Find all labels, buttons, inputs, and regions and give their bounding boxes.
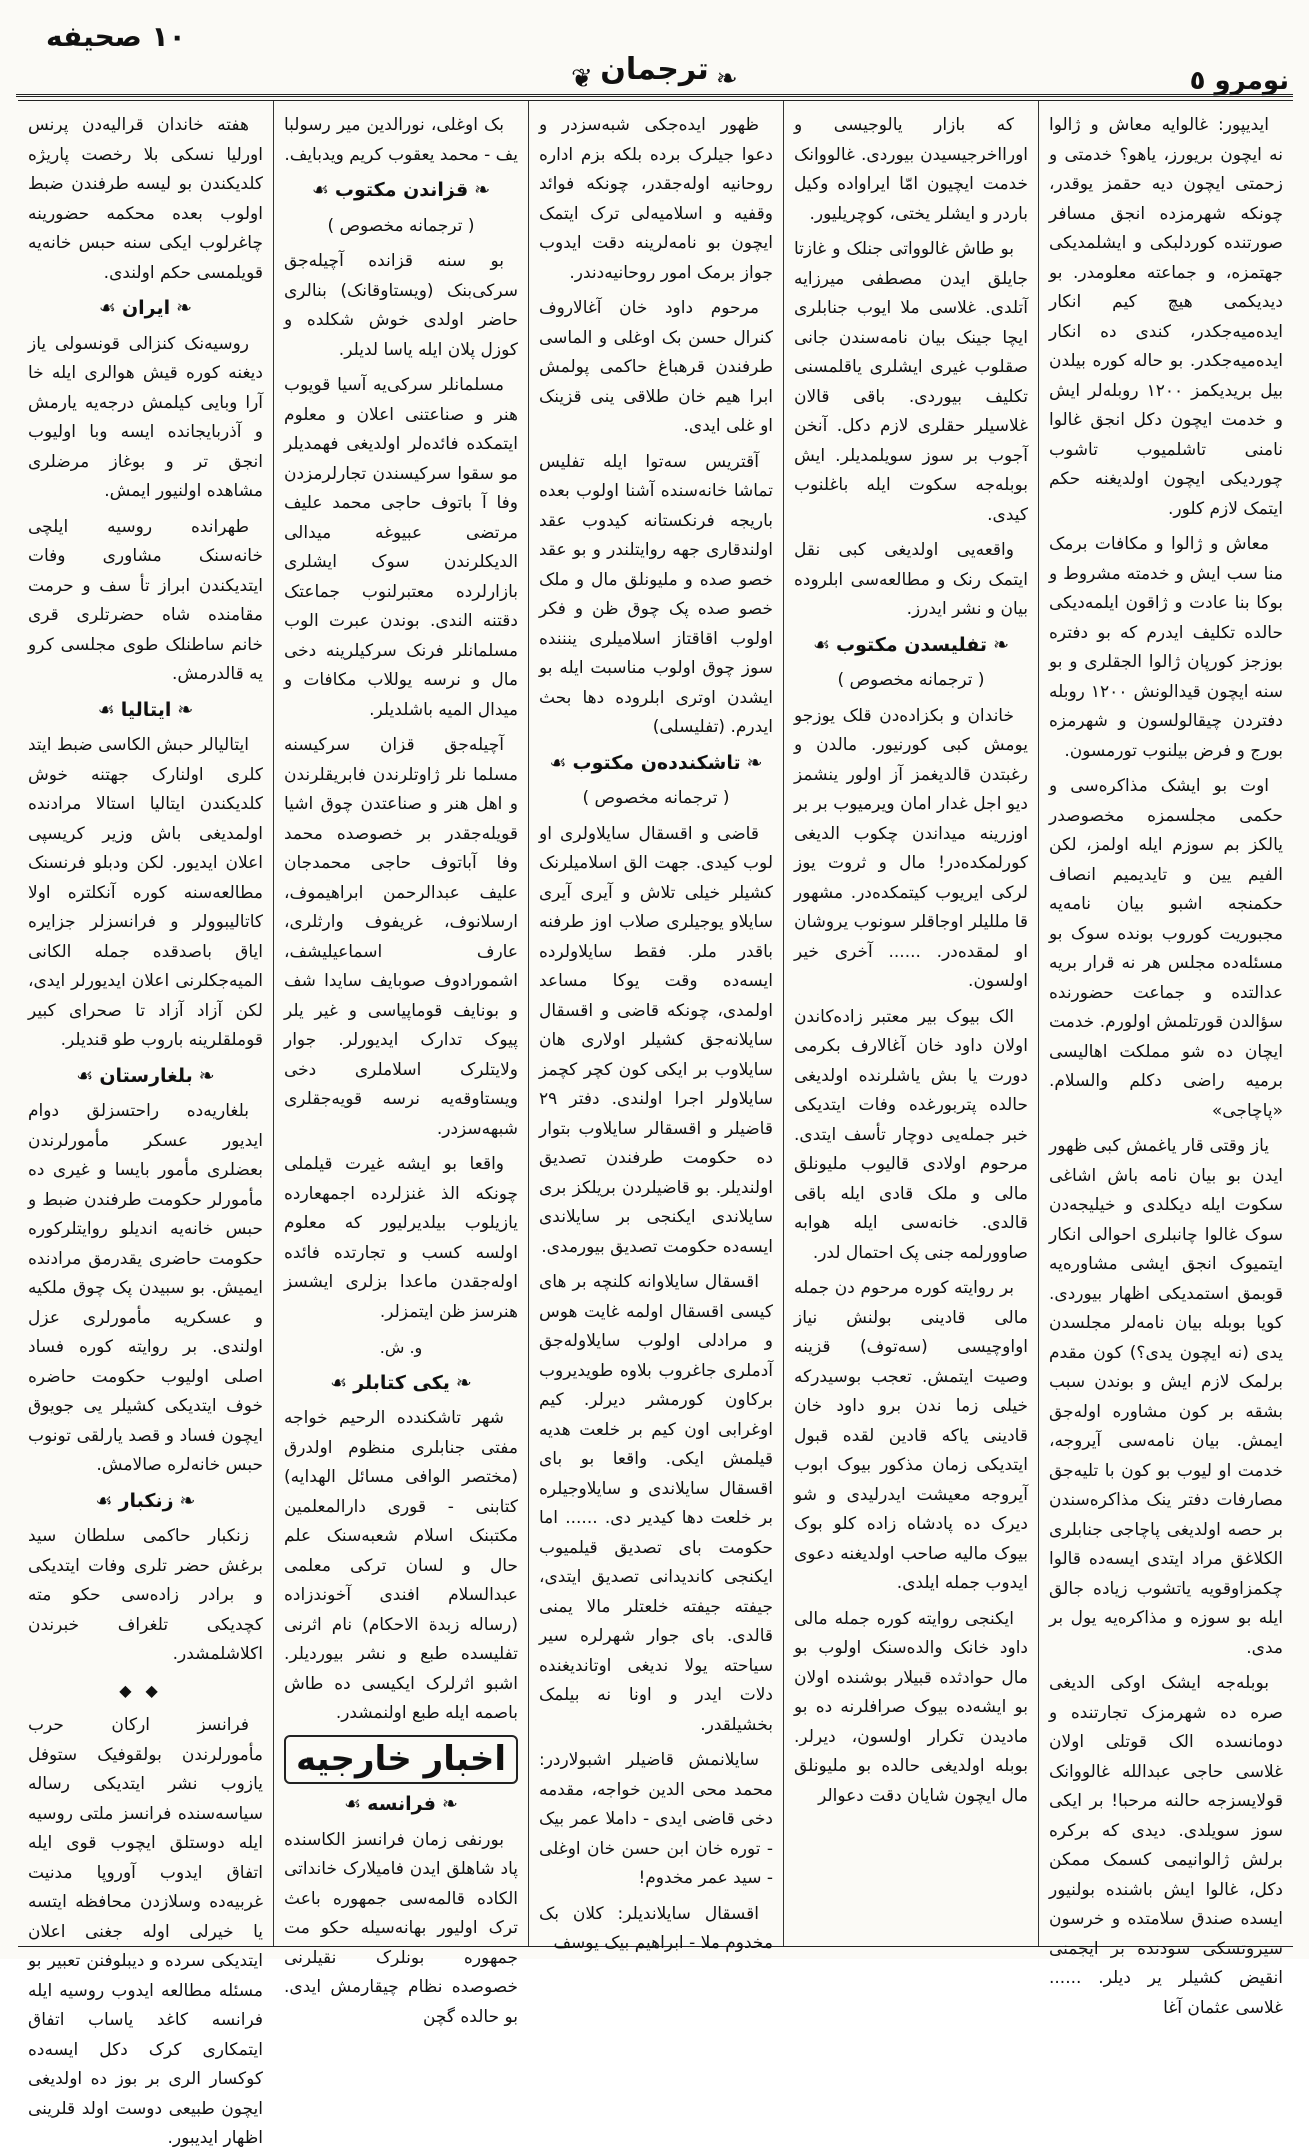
section-subtitle: ( ترجمانه مخصوص ) — [837, 670, 985, 690]
section-heading: ❧ایران☙ — [98, 297, 193, 319]
section-subtitle: ( ترجمانه مخصوص ) — [582, 788, 730, 808]
paragraph: طهرانده روسیه ایلچی خانه‌سنک مشاوری وفات ایتدیکندن ابراز تأ سف و حرمت مقامنده شاه حضرتلری قری خانم ساطنلک طوی مجلسی کرو یه قالدرمش. — [28, 516, 263, 684]
paragraph: فرانسز ارکان حرب مأمورلرندن بولقوفیک ستوفل یازوب نشر ایتدیکی رساله سیاسه‌سنده فرانسز ملتی روسیه ایله دوستلق ایچوب قوی ایله اتفاق ایدوب آوروپا مدنیت غربیه‌ده وسلازدن محافظه ایتسه یا خیرلی اوله جغنی اعلان ایتدیکی سرده و دیبلوفنن تعبیر بو مسئله مطالعه ایدوب روسیه ایله فرانسه کاغد یاساب اتفاق ایتمکاری کرک دکل ایسه‌ده کوکسار الری بر بوز ده اولدیغی ایچون طبیعی دوست اولد قلرینی اظهار ایدیبور. — [28, 1715, 263, 2148]
paragraph: واقعا بو ایشه غیرت قیلملی چونکه الذ غنزلرده اجمهعارده یازیلوب بیلدیرلیور که معلوم اولسه کسب و تجارتده فائده اوله‌جقدن ماعدا بزلری ایشسز هنرسز ظن ایتمزلر. — [284, 1154, 518, 1322]
paragraph: که بازار یالوجیسی و اورااخرجیسیدن بیوردی. غالووانک خدمت ایچیون امّا ایراواده وکیل باردر و ایشلر یختی، کوچریلیور. — [794, 115, 1028, 224]
paragraph: بو سنه قزانده آچیله‌جق سرکی‌بنک (ویستاوقانک) بنالری حاضر اولدی خوش شکلده و کوزل پلان ایله یاسا لدیلر. — [284, 251, 518, 360]
column-4 — [273, 101, 528, 2027]
title-ornament-left: ❦ — [571, 64, 593, 94]
section-subtitle: ( ترجمانه مخصوص ) — [327, 215, 475, 236]
column-5 — [18, 101, 273, 2148]
issue-number: نومرو ٥ — [1189, 66, 1289, 96]
section-title: تفلیسدن مکتوب — [836, 633, 988, 656]
paragraph: ایدیپور: غالوایه معاش و ژالوا نه ایچون بریورز، یاهو؟ خدمتی و زحمتی ایچون دیه حقمز یوقدر، چونکه شهرمزده انجق مسافر صورتنده کوردلبکی و ایشلمدیکی جهتمزه، و جماعته معلومدر. بو دیدیکمی هیچ کیم انکار ایده‌میه‌جکدر، کندی ده انکار ایده‌میه‌جکدر. بو حاله کوره بیلدن بیل بریدیکمز ۱۲۰۰ روبله‌لر ایش و خدمت ایچون دکل انجق غالوا نامنی تاشلمیوب تاشوب چوردیکی ایچون اولدیغنه حکم ایتمک لازم کلور. — [1049, 115, 1283, 519]
column-3 — [528, 101, 783, 1953]
paragraph: اوت بو ایشک مذاکره‌سی و حکمی مجلسمزه مخصوصدر یالکز بم سوزم ایله اولمز، لکن الفیم یین و تایدیمیم انصاف حکمنجه اشبو بیان نامه‌یه مجبوریت کوروب بونده سوک بو مسئله‌ده مجلس هر نه قرار بریه عدالتده و جماعت حضورنده سؤالدن قورتلمش اولورم. خدمت ایچان ده شو مملکت اهالیسی برمیه راضی دکلم والسلام. «پاچاجی» — [1049, 776, 1283, 1121]
section-heading: ❧تفلیسدن مکتوب☙ — [812, 633, 1009, 656]
paragraph: شهر تاشکندده الرحیم خواجه مفتی جنابلری منظوم اولدرق (مختصر الوافی مسائل الهدایه) کتابنی - قوری دارالمعلمین مکتبنک اسلام شعبه‌سنک علم حال و لسان ترکی معلمی عبدالسلام افندی آخوندزاده (رساله زبدة الاحکام) نام اثرنی تفلیسده طبع و نشر بیوردیلر. اشبو اثرلرک ایکیسی ده طاش باصمه ایله طبع اولنمشدر. — [284, 1408, 518, 1723]
paragraph: مرحوم داود خان آغالاروف کنرال حسن بک اوغلی و الماسی طرفندن قرهباغ حاکمی پولمش ابرا هیم خان طلاقی ینی قزینک او غلی ایدی. — [539, 298, 773, 436]
paragraph: مسلمانلر سرکی‌یه آسیا قویوب هنر و صناعتنی اعلان و معلوم ایتمکده فائده‌لر اولدیغی فهمدیلر مو سقوا سرکیسندن تجارلرمزدن وفا آ باتوف حاجی محمد علیف مرتضی عبیوغه میدالی الدیکلرندن سوک ایشلری بازارلرده معتبرلنوب جماعتک دقتنه الندی. بوندن عبرت الوب مسلمانلر فرنک سرکیلرینه دخی مال و نرسه یوللاب مکافات و میدال المیه باشلدیلر. — [284, 375, 518, 720]
paragraph: زنکبار حاکمی سلطان سید برغش حضر تلری وفات ایتدیکی و برادر زاده‌سی حکو مته کچدیکی تلغراف خبرندن اکلاشلمشدر. — [28, 1526, 263, 1664]
section-heading: ❧ایتالیا☙ — [97, 698, 194, 721]
paragraph: بورنفی زمان فرانسز الکاسنده پاد شاهلق ایدن فامیلارک خانداتی الکاده قالمه‌سی جمهوره باعث ترک اولیور بهانه‌سیله حکو مت جمهوره بونلرک نقیلرنی خصوصده نظام چیقارمش ایدی. بو حالده گچن — [284, 1829, 518, 2027]
newspaper-title: ترجمان — [600, 52, 709, 87]
title-ornament-right: ❧ — [716, 64, 738, 94]
section-title: تاشکندده‌ن مکتوب — [572, 751, 741, 774]
paragraph: آقتریس سه‌توا ایله تفلیس تماشا خانه‌سنده آشنا اولوب بعده باریجه فرنکستانه کیدوب عقد اولندقاری جهه روایتلندر و بو عقد خصو صده و ملیونلق مال و ملک خصو صده پک چوق ظن و فکر اولوب اقاقتاز اسلامیلری ینننده سوز چوق اولوب مناسبت ایله بو ایشدن اوتری ابلروده دها بحث ایدرم. (تفلیسلی) — [539, 451, 773, 737]
section-heading: ❧قزاندن مکتوب☙ — [311, 179, 491, 201]
paragraph: بو طاش غالوواتی جنلک و غازتا جایلق ایدن مصطفی میرزایه آتلدی. غلاسی ملا ایوب جنابلری ایچا جینک بیان نامه‌سندن جانی صقلوب غیری ایشلری یاقلمسنی تکلیف بیوردی. باقی قالان غلاسیلر حقلری لازم دکل. آنخن آجوب بر سوز سویلمدیلر. ایش بوبله‌جه سکوت ایله باغلنوب کیدی. — [794, 239, 1028, 525]
section-title: ایران — [121, 297, 171, 319]
paragraph: آچیله‌جق قزان سرکیسنه مسلما نلر ژاوتلرندن فابریقلرندن و اهل هنر و صناعتدن چوق اشیا قویله‌جقدر بر خصوصده محمد وفا آباتوف حاجی محمدجان علیف عبدالرحمن ابراهیموف، ارسلانوف، غریفوف وارثلری، عارف اسماعیلیشف، اشمورادوف صوبایف سایدا شف و بونایف قوماپیاسی و غیر یلر پیوک تدارک ایدیورلر. جوار ولایتلرک اسلاملری دخی ویستاوقه‌یه نرسه قویه‌جقلری شبهه‌سزدر. — [284, 735, 518, 1139]
paragraph: واقعه‌یی اولدیغی کبی نقل ایتمک رنک و مطالعه‌سی ابلروده بیان و نشر ایدرز. — [794, 540, 1028, 619]
paragraph: هفته خاندان قرالیه‌دن پرنس اورلیا نسکی بلا رخصت پاریژه کلدیکندن بو لیسه طرفندن ضبط اولوب بعده محکمه حضورینه چاغرلوب ایکی سنه حبس خانه‌یه قویلمسی حکم اولندی. — [28, 115, 263, 283]
page-number: ١٠ صحیفه — [46, 20, 186, 53]
divider: ◆◆ — [119, 1680, 172, 1700]
section-heading: ❧فرانسه☙ — [344, 1793, 458, 1815]
foreign-news-heading: اخبار خارجیه — [284, 1735, 518, 1785]
paragraph: روسیه‌نک کنزالی قونسولی یاز دیغنه کوره قیش هوالری ایله خا آرا وبایی کیلمش درجه‌یه یارمش و آذربایجانده ایسه وبا اولیوب انجق تر و بوغاز مرضلری مشاهده اولنیور ایمش. — [28, 333, 263, 501]
section-title: زنکبار — [118, 1489, 174, 1512]
paragraph: بوبله‌جه ایشک اوکی الدیغی صره ده شهرمزک تجارتنده و دومانسده الک قوتلی اولان غلاسی حاجی عبدالله غالووانک قولایسزجه حالنه مرحبا! بر ایکی سوز سویلدی. دیدی که برکره برلش ژالوانیمی کسمک ممکن دکل، غالوا ایش باشنده بولنیور ایسده صندق سلامتده و خرسون سیروتسکی سودنده بر ایجمنی انقیض کشیلر یر دیلر. ...... غلاسی عثمان آغا — [1049, 1673, 1283, 2018]
paragraph: معاش و ژالوا و مکافات برمک منا سب ایش و خدمته مشروط و بوکا بنا عادت و ژاقون ایلمه‌دیکی حالده تکلیف ایدرم که بو دفتره بوز‌جز کورپان ژالوا الجقلری و بو سنه ایچون قیدالونش ۱۲۰۰ روبله دفتردن چیقالولسون و شهرمزه بورج و فرض بیلنوب تورمسون. — [1049, 534, 1283, 761]
paragraph: اقسقال سایلاوانه کلنچه بر های کیسی اقسقال اولمه غایت هوس و مرادلی اولوب سایلاوله‌جق آدملری جاغروب بلاوه طویدیروب برکاون کورمشر دیرلر. کیم اوغرابی اون کیم بر خلعت هدیه قیلمش ایکی. واقعا بو بای اقسقال سایلاندی و سایلاو‌جیلره بر خلعت دها کیدیر دی. ...... اما حکومت بای تصدیق قیلمیوب ایکنجی کاندیدانی تصدیق ایتدی، جیفته جیفته خلعتلر مالا یمنی قالدی. بای جوار شهرلره سیر سیاحته یولا ندیغی اوتاندیغنده دلات ایدر و اونا نه بیلمک بخشیلقدر. — [539, 1272, 773, 1735]
section-heading: ❧زنکبار☙ — [95, 1489, 196, 1512]
section-heading: ❧بلغارستان☙ — [76, 1064, 215, 1087]
paragraph: بر روایته کوره مرحوم دن جمله مالی قادینی بولنش نیاز اواوچیسی (سه‌توف) قزینه وصیت ایتمش. تعجب بوسیدرکه خیلی زما ندن برو داود خان قادینی یاکه قادین لقده قبول ایتدیکی زمان مذکور بیوک ابوب آیروجه معیشت ایدرلیدی و شو دیرک ده پادشاه زاده کلو بوک بیوک مالیه صاحب اولدیغنه دعوی ایدوب جمله ایلدی. — [794, 1278, 1028, 1593]
signature: و. ش. — [379, 1338, 423, 1357]
section-title: ایتالیا — [120, 698, 172, 721]
column-1 — [1038, 101, 1293, 2018]
paragraph: بک اوغلی، نورالدین میر رسولبا یف - محمد یعقوب کریم ویدبایف. — [284, 115, 518, 165]
page-header — [16, 14, 1293, 96]
section-title: یکی کتابلر — [353, 1371, 450, 1394]
paragraph: خاندان و بکزاده‌دن قلک یوزجو یومش کبی کورنیور. مالدن و رغبتدن قالدیغمز آز اولور ینشمز دیو اجل غدار امان ویرمیوب بر بر اوزرینه میداندن چکوب الدیغی کورلمکده‌در! مال و ثروت یوز لرکی ایریوب کیتمکده‌در. مشهور قا مللیلر اوجاقلر سونوب یروشان او لمقده‌در. ...... آخری خیر اولسون. — [794, 705, 1028, 991]
paragraph: الک بیوک بیر معتبر زاده‌کاندن اولان داود خان آغالارف بکرمی دورت یا بش یاشلرنده اولدیغی حالده پتربورغده وفات ایتدیکی خبر جمله‌یی دوچار تأسف ایتدی. مرحوم اولادی قالیوب ملیونلق مالی و ملک قادی ایله باقی قالدی. خانه‌سی ایله هوابه صاوورلمه جنی پک احتمال لدر. — [794, 1006, 1028, 1263]
paragraph: ظهور ایده‌جکی شبه‌سزدر و دعوا جیلرک برده بلکه بزم اداره روحانیه اوله‌جقدر، چونکه فوائد وقفیه و اسلامیه‌لی ترک ایتمک ایچون بو نامه‌لرینه دقت ایدوب جواز برمک امور روحانیه‌دندر. — [539, 115, 773, 283]
columns — [18, 100, 1293, 2148]
column-2 — [783, 101, 1038, 1946]
paragraph: سایلانمش قاضیلر اشبولاردر: محمد محی الدین خواجه، مقدمه دخی قاضی ایدی - داملا عمر بیک - توره خان ابن حسن خان اوغلی - سید عمر مخدوم! — [539, 1750, 773, 1888]
paragraph: قاضی و اقسقال سایلاولری او لوب کیدی. جهت الق اسلامیلرنک کشیلر خیلی تلاش و آیری آیری سایلاو یوجیلری صلاب اوز طرفنه باقدر ملر. فقط سایلاولرده ایسه‌ده وقت یوکا مساعد اولمدی، چونکه قاضی و اقسقال سایلانه‌جق کشیلر اولاری هان سایلاوب بر ایکی کون کچر کچمز سایلاولر اجرا اولندی. دفتر ۲۹ قاضیلر و اقسقالر سایلاوب بتوار ده حکومت طرفندن تصدیق اولندیلر. بو قاضیلردن بریلکز بری سایلاندی ایکنجی بر سایلاندی ایسه‌ده حکومت تصدیق بیورمدی. — [539, 823, 773, 1257]
section-title: قزاندن مکتوب — [334, 179, 469, 201]
section-heading: ❧یکی کتابلر☙ — [330, 1371, 472, 1394]
paragraph: اقسقال سایلاندیلر: کلان بک مخدوم ملا - ابراهیم بیک یوسف — [539, 1903, 773, 1953]
paragraph: ایکنجی روایته کوره جمله مالی داود خانک والده‌سنک اولوب بو مال حوادثده قبیلار بوشنده اولان بو ایشه‌ده بیوک صرافلرنه ده بو مادیدن تکرار اولسون، دیرلر. بوبله اولدیغی حالده بو ملیونلق مال ایچون شایان دقت دعوالر — [794, 1608, 1028, 1806]
paragraph: ایتالیالر حبش الکاسی ضبط ایتد کلری اولنارک جهتنه خوش کلدیکندن ایتالیا استالا مرادنده اولمدیغی باش وزیر کریسپی اعلان ایدیور. لکن ودبلو فرنسنک مطالعه‌سنه کوره آنکلتره اولا کاتالیبوولر و فرانسزلر جزایره ایاق باصدقده جمله الکانی المیه‌جکلرنی اعلان ایدیورلر ایدی، لکن آزاد آزاد تا صحرای کبیر قوملقلرینه باروب طو قندیلر. — [28, 735, 263, 1050]
section-title: فرانسه — [367, 1793, 436, 1815]
section-heading: ❧تاشکندده‌ن مکتوب☙ — [549, 751, 763, 774]
section-title: بلغارستان — [99, 1064, 193, 1087]
paragraph: بلغاریه‌ده راحتسزلق دوام ایدیور عسکر مأمورلرندن بعضلری مأمور بایسا و غیری ده مأمورلر حکومت طرفندن ضبط و حبس خانه‌یه اندیلو روایتلرکوره حکومت حاضری یقدرمق مرادنده ایمیش. بو سبیدن پک چوق ملکیه و عسکریه مأمورلری عزل اولندی. بر روایته کوره فساد اصلی اولیوب حکومت حاضره خوف ایتدیکی کشیلر یی جویوق ایچون فساد و قصد یارلقی تونوب حبس خانه‌لره صالامش. — [28, 1101, 263, 1475]
paragraph: یاز وقتی قار یاغمش کبی ظهور ایدن بو بیان نامه باش اشاغی سکوت ایله دیکلدی و خیلیجه‌دن سوک غالوا چانبلری احوالی انکار ایتمیوک انجق ایشی مشاوره‌یه قوبمق استمدیکی اظهار بیوردی. کویا بوبله بیان نامه‌لر مجلسدن یدی (نه ایچون یدی؟) کون مقدم برلمک لازم ایش و بوندن سبب بشقه بر کون مشاوره اوله‌جق ایمش. بیان نامه‌سی آیروجه، خدمت او لیوب بو کون با تلیه‌جق مصارفات دفتر ینک مذاکره‌سندن بر حصه اولدیغی پاچاجی جنابلری الکلاغق مراد ایتدی ایسه‌ده قالوا چکمزاوقویه یاتشوب زیاده جالق ایله بو سوزه و مذاکره‌یه یول بر مدی. — [1049, 1136, 1283, 1658]
header-rule — [16, 94, 1293, 97]
